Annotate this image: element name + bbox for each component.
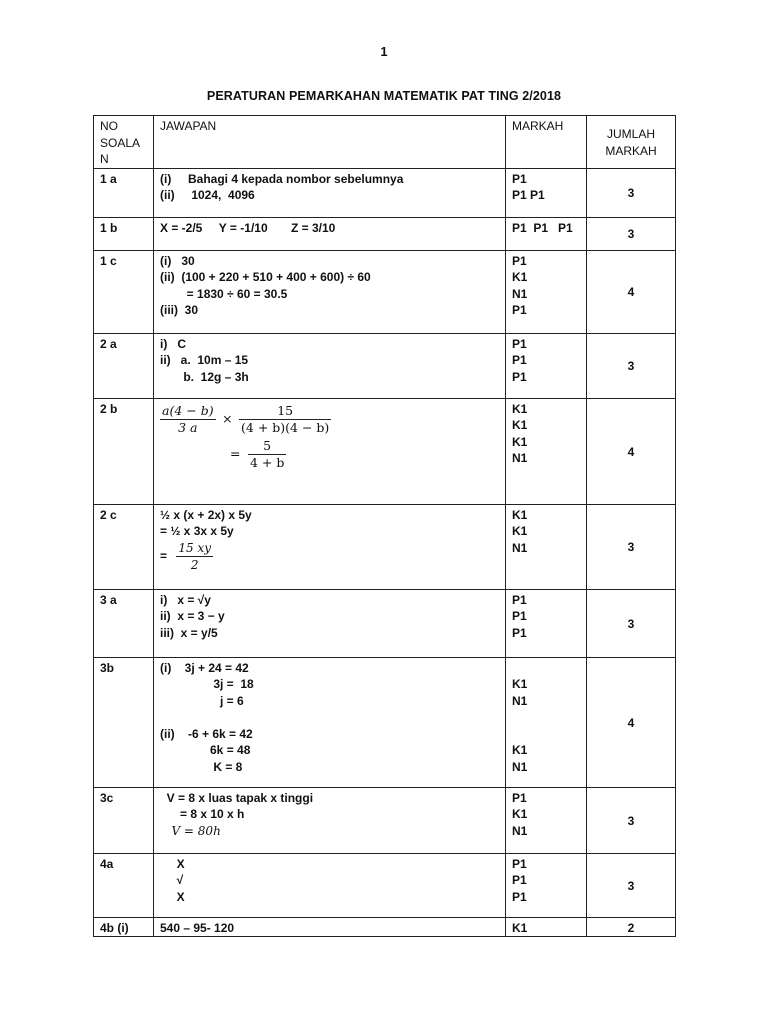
- total-mark: 4: [587, 398, 676, 504]
- header-markah: MARKAH: [506, 116, 587, 169]
- mark-cell: P1 P1 P1: [506, 853, 587, 917]
- mark-cell: K1 N1 K1 N1: [506, 657, 587, 787]
- question-number: 1 a: [94, 168, 154, 217]
- question-number: 1 b: [94, 217, 154, 250]
- header-jawapan: JAWAPAN: [154, 116, 506, 169]
- total-mark: 3: [587, 168, 676, 217]
- table-row: [94, 917, 676, 937]
- question-number: 2 c: [94, 504, 154, 589]
- question-number: 4b (i): [94, 917, 154, 937]
- mark-cell: P1 K1 N1 P1: [506, 250, 587, 333]
- fraction: $\frac{15 xy}{2}$: [178, 540, 211, 572]
- header-row: [94, 116, 676, 169]
- total-mark: 3: [587, 787, 676, 853]
- question-number: 3 a: [94, 589, 154, 657]
- answer-cell: ½ x (x + 2x) x 5y = ½ x 3x x 5y = $\frac{15 xy}{2}$: [154, 504, 506, 589]
- total-mark: 4: [587, 657, 676, 787]
- mark-cell: P1 P1 P1: [506, 333, 587, 398]
- answer-cell: X √ X: [154, 853, 506, 917]
- mark-cell: P1 P1 P1: [506, 217, 587, 250]
- mark-cell: K1 K1 K1 N1: [506, 398, 587, 504]
- table-row: [94, 250, 676, 333]
- header-no: NO SOALA N: [94, 116, 154, 169]
- document-title: PERATURAN PEMARKAHAN MATEMATIK PAT TING 2/2018: [206, 89, 562, 103]
- mark-cell: K1: [506, 917, 587, 937]
- answer-cell: (i) Bahagi 4 kepada nombor sebelumnya (ii) 1024, 4096: [154, 168, 506, 217]
- answer-cell: 540 – 95- 120: [154, 917, 506, 937]
- question-number: 2 b: [94, 398, 154, 504]
- table-row: [94, 657, 676, 787]
- fraction: $\frac{5}{4 + b}$: [249, 437, 285, 470]
- marking-scheme-table: [93, 115, 676, 937]
- fraction: $\frac{15}{(4 + b)(4 - b)}$: [241, 402, 330, 435]
- question-number: 3c: [94, 787, 154, 853]
- total-mark: 3: [587, 853, 676, 917]
- mark-cell: K1 K1 N1: [506, 504, 587, 589]
- table-row: [94, 168, 676, 217]
- question-number: 2 a: [94, 333, 154, 398]
- answer-cell: V = 8 x luas tapak x tinggi = 8 x 10 x h V = 80h: [154, 787, 506, 853]
- mark-cell: P1 P1 P1: [506, 589, 587, 657]
- mark-cell: P1 K1 N1: [506, 787, 587, 853]
- answer-cell: $\frac{a(4 - b)}{3 a}$ × $\frac{15}{(4 + b)(4 - b)}$ = $\frac{5}{4 + b}$: [154, 398, 506, 504]
- table-row: [94, 504, 676, 589]
- total-mark: 3: [587, 217, 676, 250]
- table-row: [94, 787, 676, 853]
- table-row: [94, 217, 676, 250]
- total-mark: 3: [587, 333, 676, 398]
- table-row: [94, 398, 676, 504]
- table-row: [94, 589, 676, 657]
- answer-cell: i) x = √y ii) x = 3 − y iii) x = y/5: [154, 589, 506, 657]
- answer-cell: X = -2/5 Y = -1/10 Z = 3/10: [154, 217, 506, 250]
- answer-cell: (i) 3j + 24 = 42 3j = 18 j = 6 (ii) -6 + 6k = 42 6k = 48 K = 8: [154, 657, 506, 787]
- fraction: $\frac{a(4 - b)}{3 a}$: [162, 402, 214, 435]
- answer-cell: i) C ii) a. 10m – 15 b. 12g – 3h: [154, 333, 506, 398]
- total-mark: 4: [587, 250, 676, 333]
- header-jumlah-markah: JUMLAH MARKAH: [587, 116, 676, 169]
- table-row: [94, 853, 676, 917]
- question-number: 4a: [94, 853, 154, 917]
- page-number: 1: [380, 44, 388, 59]
- answer-cell: (i) 30 (ii) (100 + 220 + 510 + 400 + 600) ÷ 60 = 1830 ÷ 60 = 30.5 (iii) 30: [154, 250, 506, 333]
- total-mark: 3: [587, 589, 676, 657]
- mark-cell: P1 P1 P1: [506, 168, 587, 217]
- question-number: 1 c: [94, 250, 154, 333]
- question-number: 3b: [94, 657, 154, 787]
- table-row: [94, 333, 676, 398]
- total-mark: 3: [587, 504, 676, 589]
- total-mark: 2: [587, 917, 676, 937]
